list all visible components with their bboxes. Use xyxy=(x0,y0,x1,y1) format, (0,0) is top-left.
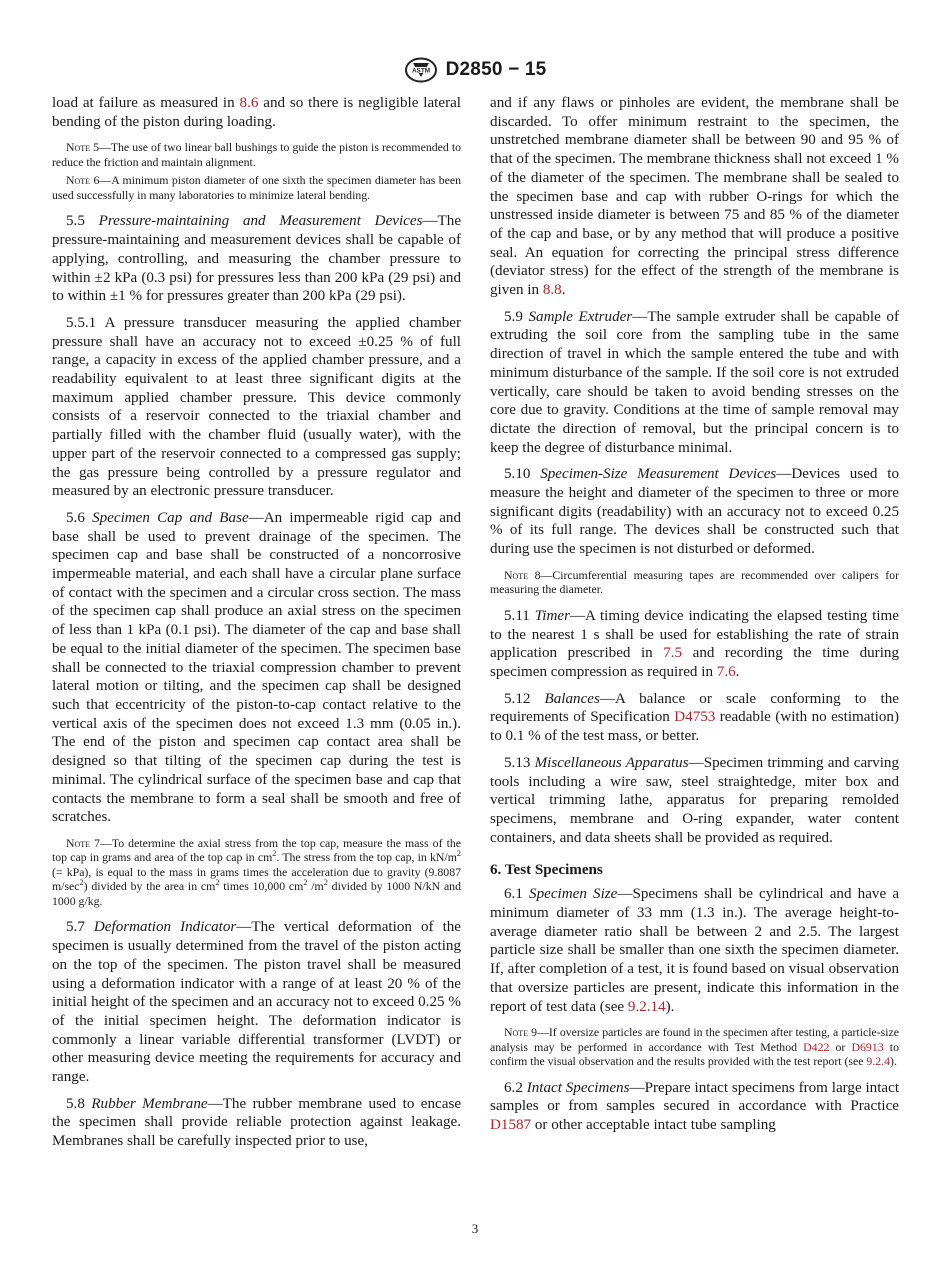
section-5-5: 5.5 Pressure-maintaining and Measurement Devices—The pressure-maintaining and measurement devices shall be capable of applying, controlling, and measuring the chamber pressure to within ±2 kPa (0.3 psi) for pressures less than 200 kPa (29 psi) and to within ±1 % for pressures greater than 200 kPa (29 psi). xyxy=(52,213,462,305)
document-id: D2850 − 15 xyxy=(445,59,547,80)
right-column xyxy=(490,94,899,1143)
astm-logo-icon xyxy=(404,57,438,83)
ref-link[interactable]: D4753 xyxy=(674,709,716,726)
continued-paragraph-right: and if any flaws or pinholes are evident, the membrane shall be discarded. To offer minimum restraint to the specimen, the unstretched membrane diameter shall be between 90 and 95 % of that of the specimen. The membrane thickness shall not exceed 1 % of the diameter of the specimen. The membrane shall be sealed to the specimen base and cap with rubber O-rings for which the unstressed inside diameter is between 75 and 85 % of the diameter of the cap and base, or by any method that will produce a positive seal. An equation for correcting the principal stress difference (deviator stress) for the effect of the strength of the membrane is given in 8.8. xyxy=(490,95,899,299)
ref-link[interactable]: 7.5 xyxy=(663,645,683,662)
section-5-11: 5.11 Timer—A timing device indicating the elapsed testing time to the nearest 1 s shall be used for establishing the rate of strain application prescribed in 7.5 and recording the time during specimen compression as required in 7.6. xyxy=(490,607,899,680)
left-column xyxy=(52,94,461,1159)
section-5-10: 5.10 Specimen-Size Measurement Devices—Devices used to measure the height and diameter of the specimen to three or more significant digits (readability) with an accuracy not to exceed 0.25 % of its full range. The devices shall be constructed such that during use the specimen is not disturbed or deformed. xyxy=(490,466,899,558)
ref-link[interactable]: 9.2.4 xyxy=(866,1054,891,1069)
continued-paragraph: load at failure as measured in 8.6 and so there is negligible lateral bending of the piston during loading. xyxy=(52,95,461,130)
section-5-7: 5.7 Deformation Indicator—The vertical deformation of the specimen is usually determined from the travel of the piston acting on the top of the specimen. The piston travel shall be measured using a deformation indicator with a range of at least 20 % of the initial height of the specimen and an accuracy not to exceed 0.25 % of the initial specimen height. The deformation indicator is commonly a linear variable differential transformer (LVDT) or other measuring device meeting the requirements for accuracy and range. xyxy=(52,919,462,1086)
section-5-5-1: 5.5.1 A pressure transducer measuring the applied chamber pressure shall have an accuracy not to exceed ±0.25 % of full range, a capacity in excess of the applied chamber pressure, and a readability equivalent to at least three significant digits at the maximum applied chamber pressure. This device commonly consists of a reservoir connected to the triaxial chamber and partially filled with the chamber fluid (usually water), with the upper part of the reservoir connected to a compressed gas supply; the gas pressure being controlled by a pressure regulator and measured by an electronic pressure transducer. xyxy=(52,314,461,500)
section-heading: 6. Test Specimens xyxy=(490,862,603,879)
ref-link[interactable]: 8.6 xyxy=(239,95,259,111)
section-6-2: 6.2 Intact Specimens—Prepare intact specimens from large intact samples or from samples secured in accordance with Practice D1587 or other acceptable intact tube sampling xyxy=(490,1079,900,1134)
section-5-12: 5.12 Balances—A balance or scale conforming to the requirements of Specification D4753 readable (with no estimation) to 0.1 % of the test mass, or better. xyxy=(490,690,899,745)
section-5-8: 5.8 Rubber Membrane—The rubber membrane used to encase the specimen shall provide reliable protection against leakage. Membranes shall be carefully inspected prior to use, xyxy=(52,1095,462,1150)
svg-text:ASTM: ASTM xyxy=(411,67,430,75)
page-number: 3 xyxy=(471,1221,479,1236)
ref-link[interactable]: D6913 xyxy=(851,1039,884,1054)
ref-link[interactable]: 7.6 xyxy=(716,663,736,680)
section-6-1: 6.1 Specimen Size—Specimens shall be cylindrical and have a minimum diameter of 33 mm (1.3 in.). The average height-to-average diameter ratio shall be between 2 and 2.5. The largest particle size shall be smaller than one sixth the specimen diameter. If, after completion of a test, it is found based on visual observation that oversize particles are present, indicate this information in the report of test data (see 9.2.14). xyxy=(490,886,900,1015)
section-5-9: 5.9 Sample Extruder—The sample extruder shall be capable of extruding the soil core from the sampling tube in the same direction of travel in which the sample entered the tube and with minimum disturbance of the sample. If the soil core is not extruded vertically, care should be taken to avoid bending stresses on the core due to gravity. Conditions at the time of sample removal may dictate the direction of removal, but the principal concern is to keep the degree of disturbance minimal. xyxy=(490,308,899,456)
note-7: Note 7—To determine the axial stress from the top cap, measure the mass of the top cap in grams and area of the top cap in $cm^2$. The stress from the top cap, in $kN/m^2$ (= kPa), is equal to the mass in grams times the acceleration due to gravity (9.8087 $m/\sec^2$) divided by the area in $cm^2$ times 10,000 $cm^2$ $/m^2$ divided by 1000 N/kN and 1000 g/kg. xyxy=(52,835,461,908)
note-8: Note 8—Circumferential measuring tapes are recommended over calipers for measuring the diameter. xyxy=(490,567,899,597)
page-header xyxy=(0,56,950,84)
ref-link[interactable]: 9.2.14 xyxy=(627,998,666,1015)
ref-link[interactable]: D1587 xyxy=(490,1117,532,1134)
section-5-6: 5.6 Specimen Cap and Base—An impermeable rigid cap and base shall be used to prevent drainage of the specimen. The specimen cap and base shall be constructed of a noncorrosive impermeable material, and each shall have a circular plane surface of contact with the specimen and a circular cross section. The mass of the specimen cap shall produce an axial stress on the specimen of less than 1 kPa (0.1 psi). The diameter of the cap and base shall be equal to the initial diameter of the specimen. The specimen base shall be connected to the triaxial compression chamber to prevent lateral motion or tilting, and the specimen cap shall be designed such that eccentricity of the piston-to-cap contact relative to the vertical axis of the specimen does not exceed 1.3 mm (0.05 in.). The end of the piston and specimen cap contact area shall be designed so that tilting of the specimen cap during the test is minimal. The cylindrical surface of the specimen base and cap that contacts the membrane to form a seal shall be smooth and free of scratches. xyxy=(52,509,462,826)
section-5-13: 5.13 Miscellaneous Apparatus—Specimen trimming and carving tools including a wire saw, steel straightedge, miter box and vertical trimming lathe, apparatus for preparing remolded specimens, membrane and O-ring expander, water content containers, and data sheets shall be provided as required. xyxy=(490,754,900,846)
ref-link[interactable]: D422 xyxy=(803,1039,830,1054)
note-5: Note 5—The use of two linear ball bushings to guide the piston is recommended to reduce the friction and maintain alignment. xyxy=(52,140,461,169)
note-6: Note 6—A minimum piston diameter of one sixth the specimen diameter has been used successfully in many laboratories to minimize lateral bending. xyxy=(52,173,461,202)
ref-link[interactable]: 8.8 xyxy=(542,282,562,299)
note-9: Note 9—If oversize particles are found in the specimen after testing, a particle-size analysis may be performed in accordance with Test Method D422 or D6913 to confirm the visual observation and the results provided with the test report (see 9.2.4). xyxy=(490,1025,899,1069)
